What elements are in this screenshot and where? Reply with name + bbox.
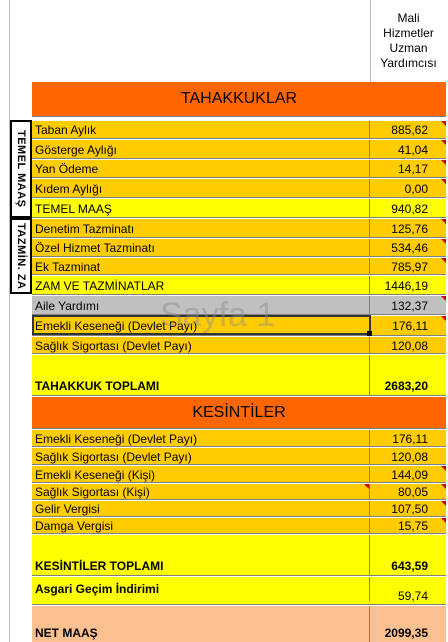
row-label[interactable]: Ek Tazminat bbox=[32, 258, 370, 275]
row-value[interactable]: 107,50 bbox=[370, 501, 446, 517]
net-label[interactable]: NET MAAŞ bbox=[32, 606, 370, 642]
asgari-value[interactable]: 59,74 bbox=[397, 589, 428, 603]
row-label[interactable]: Yan Ödeme bbox=[32, 160, 370, 178]
row-value[interactable]: 785,97 bbox=[370, 258, 446, 275]
temel-maas-side-label[interactable] bbox=[10, 120, 32, 218]
row-label[interactable]: Sağlık Sigortası (Devlet Payı) bbox=[32, 448, 370, 465]
row-label[interactable]: Emekli Keseneği (Devlet Payı) bbox=[32, 316, 370, 336]
row-value[interactable]: 144,09 bbox=[370, 466, 446, 483]
tahakkuk-section-title: TAHAKKUKLAR bbox=[180, 90, 298, 107]
total-value[interactable]: 643,59 bbox=[391, 559, 428, 573]
row-label[interactable]: Denetim Tazminatı bbox=[32, 219, 370, 238]
row-value[interactable]: 1446,19 bbox=[384, 278, 428, 293]
row-value[interactable]: 120,08 bbox=[391, 338, 428, 353]
tazminat-side-text: TAZMİN. ZA bbox=[15, 222, 27, 290]
kesinti-section-title: KESİNTİLER bbox=[192, 403, 286, 421]
row-value[interactable]: 534,46 bbox=[370, 239, 446, 257]
row-label[interactable]: Sağlık Sigortası (Kişi) bbox=[32, 484, 370, 500]
row-value[interactable]: 120,08 bbox=[391, 449, 428, 464]
temel-maas-side-text: TEMEL MAAŞ bbox=[15, 130, 27, 208]
net-value[interactable]: 2099,35 bbox=[384, 626, 428, 640]
asgari-label[interactable]: Asgari Geçim İndirimi bbox=[32, 577, 370, 601]
row-value[interactable]: 15,75 bbox=[370, 518, 446, 534]
row-value[interactable]: 940,82 bbox=[391, 201, 428, 216]
row-label[interactable]: Emekli Keseneği (Devlet Payı) bbox=[32, 430, 370, 447]
row-label[interactable]: Özel Hizmet Tazminatı bbox=[32, 239, 370, 257]
total-label[interactable]: KESİNTİLER TOPLAMI bbox=[32, 535, 370, 576]
column-title: Mali Hizmetler Uzman Yardımcısı bbox=[380, 11, 437, 70]
row-label[interactable]: TEMEL MAAŞ bbox=[32, 199, 370, 218]
header-blank-cell[interactable] bbox=[32, 0, 370, 82]
kesinti-section-header[interactable] bbox=[32, 397, 446, 429]
row-value[interactable]: 885,62 bbox=[370, 121, 446, 139]
row-label[interactable]: Kıdem Aylığı bbox=[32, 179, 370, 198]
row-label[interactable]: Taban Aylık bbox=[32, 121, 370, 139]
page-watermark: Sayfa 1 bbox=[160, 296, 276, 334]
row-label[interactable]: Damga Vergisi bbox=[32, 518, 370, 534]
total-value[interactable]: 2683,20 bbox=[384, 379, 428, 393]
tahakkuk-section-header[interactable] bbox=[32, 82, 446, 117]
column-title-cell[interactable] bbox=[370, 0, 446, 82]
column-a bbox=[0, 0, 10, 642]
row-value[interactable]: 176,11 bbox=[370, 316, 446, 336]
row-value[interactable]: 41,04 bbox=[370, 140, 446, 159]
row-value[interactable]: 80,05 bbox=[370, 484, 446, 500]
row-label[interactable]: Gelir Vergisi bbox=[32, 501, 370, 517]
selected-cell-border bbox=[32, 315, 371, 335]
row-label[interactable]: Sağlık Sigortası (Devlet Payı) bbox=[32, 337, 370, 354]
row-label[interactable]: ZAM VE TAZMİNATLAR bbox=[32, 276, 370, 295]
row-label[interactable]: Emekli Keseneği (Kişi) bbox=[32, 466, 370, 483]
row-value[interactable]: 132,37 bbox=[370, 296, 446, 315]
row-value[interactable]: 176,11 bbox=[392, 431, 428, 446]
row-value[interactable]: 125,76 bbox=[370, 219, 446, 238]
total-label[interactable]: TAHAKKUK TOPLAMI bbox=[32, 355, 370, 396]
row-value[interactable]: 0,00 bbox=[370, 179, 446, 198]
row-value[interactable]: 14,17 bbox=[370, 160, 446, 178]
fill-handle[interactable] bbox=[367, 331, 372, 336]
row-label[interactable]: Aile Yardımı bbox=[32, 296, 370, 315]
tazminat-side-label[interactable] bbox=[10, 218, 32, 294]
row-label[interactable]: Gösterge Aylığı bbox=[32, 140, 370, 159]
column-b bbox=[10, 0, 32, 642]
